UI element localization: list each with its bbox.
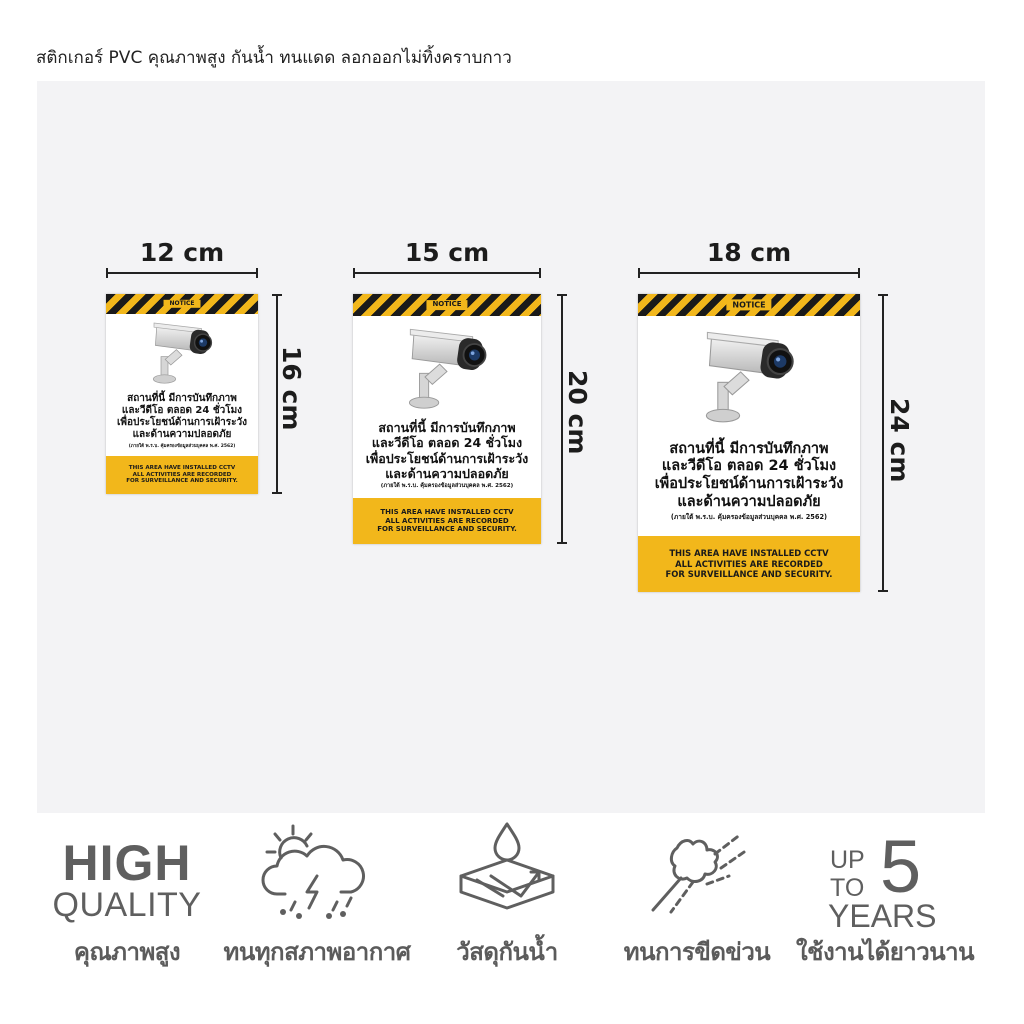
width-label-small: 12 cm [139, 238, 225, 267]
thai-line: เพื่อประโยชน์ด้านการเฝ้าระวัง [365, 450, 529, 466]
english-line: THIS AREA HAVE INSTALLED CCTV [128, 464, 236, 471]
feature-caption: วัสดุกันน้ำ [456, 938, 558, 966]
badge-high-text: HIGH [62, 835, 192, 891]
sticker-medium [353, 294, 541, 544]
english-line: THIS AREA HAVE INSTALLED CCTV [380, 507, 514, 516]
thai-line: และด้านความปลอดภัย [677, 493, 821, 510]
feature-scratch-resistant [602, 820, 792, 1020]
english-notice-text [353, 498, 541, 544]
scratch-resistant-icon [637, 820, 757, 924]
weather-icon [257, 820, 377, 924]
thai-line: สถานที่นี้ มีการบันทึกภาพ [127, 392, 237, 404]
cctv-camera-icon [638, 322, 860, 426]
feature-long-lasting [790, 820, 980, 1020]
notice-label: NOTICE [726, 299, 771, 310]
thai-notice-text [638, 426, 860, 536]
notice-label: NOTICE [426, 300, 467, 310]
badge-quality-text: QUALITY [52, 886, 202, 924]
feature-weather [222, 820, 412, 1020]
badge-years-text: YEARS [828, 898, 937, 934]
english-notice-text [106, 456, 258, 494]
thai-line: สถานที่นี้ มีการบันทึกภาพ [378, 420, 516, 436]
thai-line: และด้านความปลอดภัย [132, 429, 232, 441]
height-label-large: 24 cm [885, 398, 914, 483]
height-label-medium: 20 cm [563, 370, 592, 455]
feature-caption: คุณภาพสูง [73, 938, 181, 966]
law-reference: (ภายใต้ พ.ร.บ. คุ้มครองข้อมูลส่วนบุคคล พ.ศ. 2562) [128, 443, 236, 449]
width-dimension-line-medium [353, 272, 541, 274]
thai-line: และวีดีโอ ตลอด 24 ชั่วโมง [121, 405, 243, 417]
law-reference: (ภายใต้ พ.ร.บ. คุ้มครองข้อมูลส่วนบุคคล พ.ศ. 2562) [380, 483, 514, 490]
english-line: ALL ACTIVITIES ARE RECORDED [675, 558, 823, 569]
width-label-large: 18 cm [706, 238, 792, 267]
english-line: FOR SURVEILLANCE AND SECURITY. [665, 569, 833, 580]
notice-label: NOTICE [164, 300, 201, 308]
width-label-medium: 15 cm [404, 238, 490, 267]
english-line: THIS AREA HAVE INSTALLED CCTV [669, 548, 829, 559]
english-notice-text [638, 536, 860, 592]
feature-waterproof [412, 820, 602, 1020]
badge-number-text: 5 [880, 825, 922, 908]
hazard-stripe [353, 294, 541, 316]
thai-line: เพื่อประโยชน์ด้านการเฝ้าระวัง [654, 475, 844, 492]
cctv-camera-icon [106, 316, 258, 386]
cctv-camera-icon [686, 322, 812, 426]
feature-caption: ทนการขีดข่วน [623, 938, 771, 966]
feature-high-quality [32, 820, 222, 1020]
height-label-small: 16 cm [277, 346, 306, 431]
height-dimension-line-large [882, 294, 884, 592]
feature-caption: ใช้งานได้ยาวนาน [795, 938, 975, 966]
thai-line: และด้านความปลอดภัย [385, 465, 509, 481]
feature-strip [0, 820, 1024, 1024]
law-reference: (ภายใต้ พ.ร.บ. คุ้มครองข้อมูลส่วนบุคคล พ.ศ. 2562) [670, 513, 828, 522]
thai-line: และวีดีโอ ตลอด 24 ชั่วโมง [371, 435, 523, 451]
hazard-stripe [638, 294, 860, 316]
hazard-stripe [106, 294, 258, 314]
cctv-camera-icon [392, 320, 502, 412]
badge-to-text: TO [830, 874, 865, 902]
thai-line: สถานที่นี้ มีการบันทึกภาพ [669, 440, 829, 457]
waterproof-icon [447, 820, 567, 924]
width-dimension-line-small [106, 272, 258, 274]
page-title: สติกเกอร์ PVC คุณภาพสูง กันน้ำ ทนแดด ลอกออกไม่ทิ้งคราบกาว [36, 48, 512, 68]
thai-line: เพื่อประโยชน์ด้านการเฝ้าระวัง [116, 417, 248, 429]
english-line: ALL ACTIVITIES ARE RECORDED [132, 471, 232, 478]
sticker-small [106, 294, 258, 494]
up-to-5-years-badge [790, 825, 980, 934]
width-dimension-line-large [638, 272, 860, 274]
english-line: FOR SURVEILLANCE AND SECURITY. [377, 525, 517, 534]
sticker-large [638, 294, 860, 592]
badge-up-text: UP [830, 846, 865, 874]
thai-notice-text [106, 386, 258, 456]
cctv-camera-icon [140, 316, 224, 386]
english-line: ALL ACTIVITIES ARE RECORDED [385, 516, 509, 525]
english-line: FOR SURVEILLANCE AND SECURITY. [126, 478, 238, 485]
thai-notice-text [353, 412, 541, 498]
cctv-camera-icon [353, 320, 541, 412]
feature-caption: ทนทุกสภาพอากาศ [223, 938, 411, 966]
thai-line: และวีดีโอ ตลอด 24 ชั่วโมง [661, 458, 837, 475]
